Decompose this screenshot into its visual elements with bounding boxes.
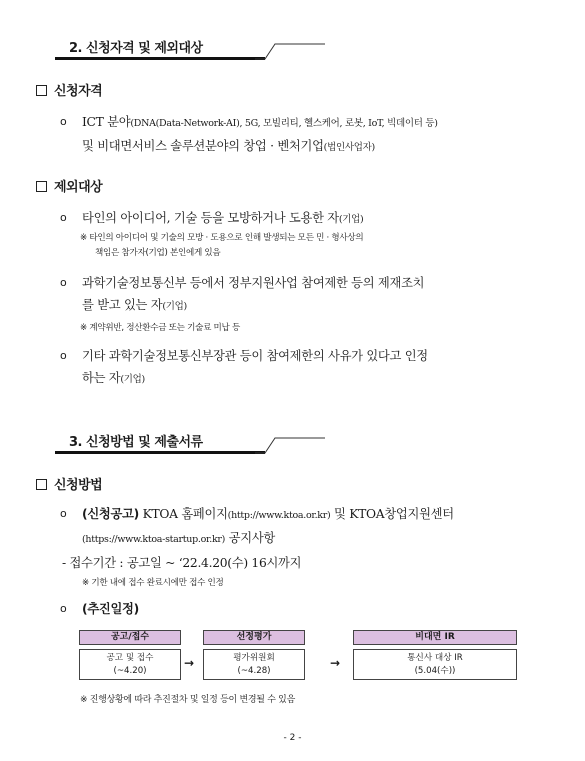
step-2-body: 평가위원회 (~4.28)	[203, 649, 305, 680]
method-heading: 신청방법	[36, 474, 102, 493]
qualification-heading: 신청자격	[36, 80, 102, 99]
step-1-body: 공고 및 접수 (~4.20)	[79, 649, 181, 680]
section-2-title: 2. 신청자격 및 제외대상	[69, 41, 203, 56]
arrow-icon: →	[184, 656, 195, 670]
section-tab-decoration	[255, 428, 327, 454]
section-3-underline	[55, 451, 265, 454]
checkbox-square-icon	[36, 181, 47, 192]
exclusion-note-1: ※ 타인의 아이디어 및 기술의 모방 · 도용으로 인해 발생되는 모든 민 · 형사상의 책임은 참가자(기업) 본인에게 있음	[80, 233, 364, 258]
exclusion-note-2: ※ 계약위반, 정산환수금 또는 기술료 미납 등	[80, 323, 240, 333]
bullet-icon: o	[60, 349, 67, 362]
arrow-icon: →	[330, 656, 341, 670]
step-3-header: 비대면 IR	[353, 630, 517, 645]
period-note: ※ 기한 내에 접수 완료시에만 접수 인정	[82, 578, 224, 588]
bullet-icon: o	[60, 507, 67, 520]
exclusion-heading: 제외대상	[36, 176, 102, 195]
page-number: - 2 -	[283, 733, 302, 743]
step-1-header: 공고/접수	[79, 630, 181, 645]
exclusion-item-3: o 기타 과학기술정보통신부장관 등이 참여제한의 사유가 있다고 인정 하는 자(기업)	[60, 345, 552, 391]
section-3-header	[55, 428, 285, 454]
schedule-note: ※ 진행상황에 따라 추진절차 및 일정 등이 변경될 수 있음	[80, 695, 295, 705]
bullet-icon: o	[60, 602, 67, 615]
step-2-header: 선정평가	[203, 630, 305, 645]
section-tab-decoration	[255, 34, 327, 60]
step-3-body: 통신사 대상 IR (5.04(수))	[353, 649, 517, 680]
exclusion-item-1: o 타인의 아이디어, 기술 등을 모방하거나 도용한 자(기업)	[60, 207, 552, 231]
period-line: - 접수기간 : 공고일 ~ ‘22.4.20(수) 16시까지	[62, 556, 302, 570]
qualification-item: o ICT 분야(DNA(Data-Network-AI), 5G, 모빌리티, 헬스케어, 로봇, IoT, 빅데이터 등) 및 비대면서비스 솔루션분야의 창업 · 벤처기업(법인사업자)	[60, 111, 552, 159]
section-2-underline	[55, 57, 265, 60]
checkbox-square-icon	[36, 479, 47, 490]
section-2-header	[55, 34, 285, 60]
notice-item: o (신청공고) KTOA 홈페이지(http://www.ktoa.or.kr) 및 KTOA창업지원센터 (https://www.ktoa-startup.or.kr) 공지사항	[60, 503, 552, 551]
exclusion-item-2: o 과학기술정보통신부 등에서 정부지원사업 참여제한 등의 제재조치 를 받고 있는 자(기업)	[60, 272, 552, 318]
bullet-icon: o	[60, 115, 67, 128]
bullet-icon: o	[60, 211, 67, 224]
bullet-icon: o	[60, 276, 67, 289]
section-3-title: 3. 신청방법 및 제출서류	[69, 435, 203, 450]
checkbox-square-icon	[36, 85, 47, 96]
schedule-item: o (추진일정)	[60, 598, 552, 620]
